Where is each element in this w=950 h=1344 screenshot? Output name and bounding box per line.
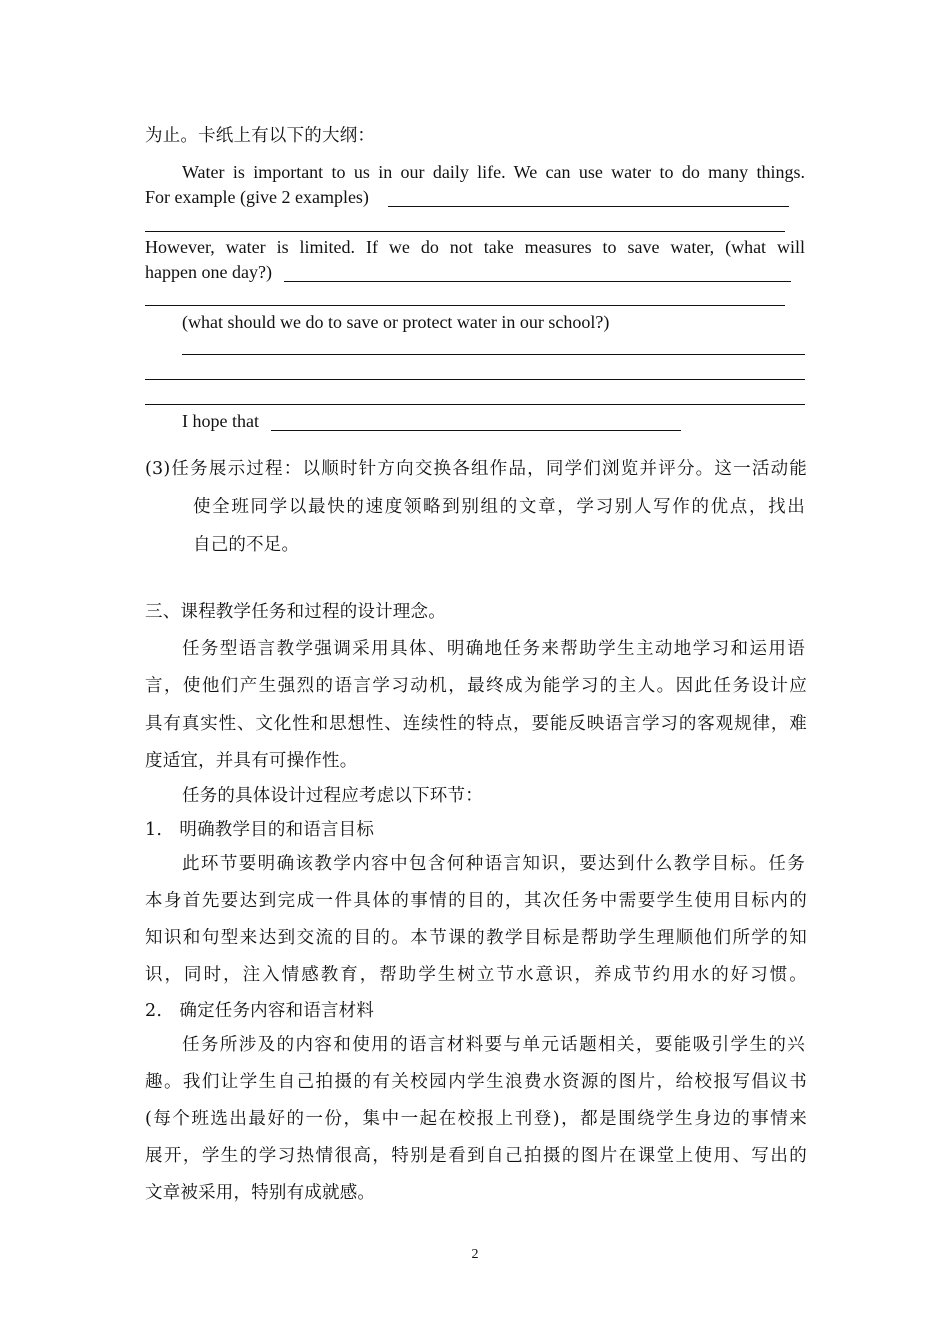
outline-p2-line1: However, water is limited. If we do not take measures to save water, (what will (145, 237, 805, 257)
page-number: 2 (471, 1247, 479, 1262)
item2-body-line: 文章被采用，特别有成就感。 (145, 1183, 376, 1203)
para1-line: 度适宜，并具有可操作性。 (145, 751, 358, 771)
item2-body-line: 趣。我们让学生自己拍摄的有关校园内学生浪费水资源的图片，给校报写倡议书 (145, 1072, 807, 1092)
answer-blank-measures-2[interactable] (145, 379, 805, 380)
item1-body-line: 识，同时，注入情感教育，帮助学生树立节水意识，养成节约用水的好习惯。 (145, 965, 807, 985)
answer-blank-measures-1[interactable] (182, 354, 805, 355)
intro-line: 为止。卡纸上有以下的大纲： (145, 126, 376, 146)
answer-blank-measures-3[interactable] (145, 404, 805, 405)
answer-blank-examples-2[interactable] (145, 231, 785, 232)
outline-p1-line1: Water is important to us in our daily life. We can use water to do many things. (182, 162, 805, 182)
item1-heading: 1. 明确教学目的和语言目标 (145, 820, 375, 840)
para1-line: 具有真实性、文化性和思想性、连续性的特点，要能反映语言学习的客观规律，难 (145, 714, 807, 734)
item2-body-line: 展开，学生的学习热情很高，特别是看到自己拍摄的图片在课堂上使用、写出的 (145, 1146, 807, 1166)
answer-blank-hope[interactable] (271, 430, 681, 431)
answer-blank-examples[interactable] (388, 206, 789, 207)
item2-heading: 2. 确定任务内容和语言材料 (145, 1001, 375, 1021)
step3-line2: 使全班同学以最快的速度领略到别组的文章，学习别人写作的优点，找出 (193, 497, 805, 517)
outline-hope: I hope that (182, 411, 259, 431)
item1-body-line: 知识和句型来达到交流的目的。本节课的教学目标是帮助学生理顺他们所学的知 (145, 928, 807, 948)
outline-p1-line2: For example (give 2 examples) (145, 187, 369, 207)
answer-blank-consequence[interactable] (284, 281, 791, 282)
item1-body-line: 此环节要明确该教学内容中包含何种语言知识，要达到什么教学目标。任务 (182, 854, 805, 874)
step3-line3: 自己的不足。 (193, 535, 300, 555)
answer-blank-consequence-2[interactable] (145, 305, 785, 306)
step3-line1: (3)任务展示过程：以顺时针方向交换各组作品，同学们浏览并评分。这一活动能 (145, 459, 807, 479)
section3-heading: 三、课程教学任务和过程的设计理念。 (145, 602, 446, 622)
item2-body-line: (每个班选出最好的一份，集中一起在校报上刊登)，都是围绕学生身边的事情来 (145, 1109, 807, 1129)
para1-line: 任务型语言教学强调采用具体、明确地任务来帮助学生主动地学习和运用语 (182, 639, 805, 659)
item2-body-line: 任务所涉及的内容和使用的语言材料要与单元话题相关，要能吸引学生的兴 (182, 1035, 805, 1055)
item1-body-line: 本身首先要达到完成一件具体的事情的目的，其次任务中需要学生使用目标内的 (145, 891, 807, 911)
para1-line: 言，使他们产生强烈的语言学习动机，最终成为能学习的主人。因此任务设计应 (145, 676, 807, 696)
outline-p3-prompt: (what should we do to save or protect water in our school?) (182, 312, 610, 332)
para2: 任务的具体设计过程应考虑以下环节： (182, 786, 483, 806)
outline-p2-line2: happen one day?) (145, 262, 272, 282)
